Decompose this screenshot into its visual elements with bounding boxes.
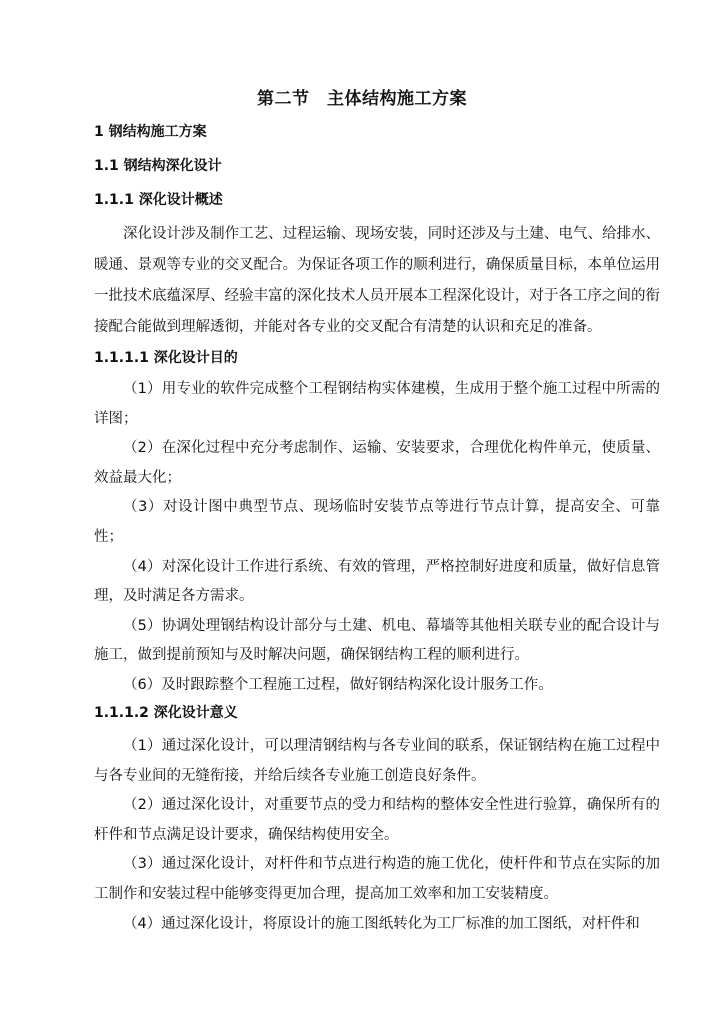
significance-list [94, 732, 660, 939]
section-title: 第二节 主体结构施工方案 [257, 89, 467, 109]
purpose-item-3: （3）对设计图中典型节点、现场临时安装节点等进行节点计算，提高安全、可靠性； [94, 499, 660, 545]
heading-design-significance: 1.1.1.2 深化设计意义 [94, 705, 238, 721]
heading-steel-structure-plan: 1 钢结构施工方案 [94, 124, 207, 140]
purpose-list [94, 375, 660, 701]
purpose-item-6: （6）及时跟踪整个工程施工过程，做好钢结构深化设计服务工作。 [123, 676, 553, 693]
heading-design-overview: 1.1.1 深化设计概述 [94, 192, 223, 208]
heading-design-purpose: 1.1.1.1 深化设计目的 [94, 350, 238, 366]
overview-paragraph: 深化设计涉及制作工艺、过程运输、现场安装，同时还涉及与土建、电气、给排水、暖通、景观等专业的交叉配合。为保证各项工作的顺利进行，确保质量目标，本单位运用一批技术底蕴深厚、经验丰富的深化技术人员开展本工程深化设计，对于各工序之间的衔接配合能做到理解透彻，并能对各专业的交叉配合有清楚的认识和充足的准备。 [94, 226, 660, 335]
significance-item-1: （1）通过深化设计，可以理清钢结构与各专业间的联系，保证钢结构在施工过程中与各专业间的无缝衔接，并给后续各专业施工创造良好条件。 [94, 738, 660, 784]
overview-paragraph-block [94, 219, 660, 343]
significance-item-4: （4）通过深化设计，将原设计的施工图纸转化为工厂标准的加工图纸，对杆件和 [123, 915, 640, 932]
purpose-item-1: （1）用专业的软件完成整个工程钢结构实体建模，生成用于整个施工过程中所需的详图； [94, 381, 660, 427]
purpose-item-5: （5）协调处理钢结构设计部分与土建、机电、幕墙等其他相关联专业的配合设计与施工，做到提前预知与及时解决问题，确保钢结构工程的顺利进行。 [94, 617, 660, 664]
significance-item-2: （2）通过深化设计，对重要节点的受力和结构的整体安全性进行验算，确保所有的杆件和节点满足设计要求，确保结构使用安全。 [94, 797, 660, 843]
purpose-item-4: （4）对深化设计工作进行系统、有效的管理，严格控制好进度和质量，做好信息管理，及时满足各方需求。 [94, 558, 660, 605]
purpose-item-2: （2）在深化过程中充分考虑制作、运输、安装要求，合理优化构件单元，使质量、效益最大化； [94, 440, 660, 486]
heading-deepening-design: 1.1 钢结构深化设计 [94, 158, 222, 174]
significance-item-3: （3）通过深化设计，对杆件和节点进行构造的施工优化，使杆件和节点在实际的加工制作和安装过程中能够变得更加合理，提高加工效率和加工安装精度。 [94, 856, 660, 902]
